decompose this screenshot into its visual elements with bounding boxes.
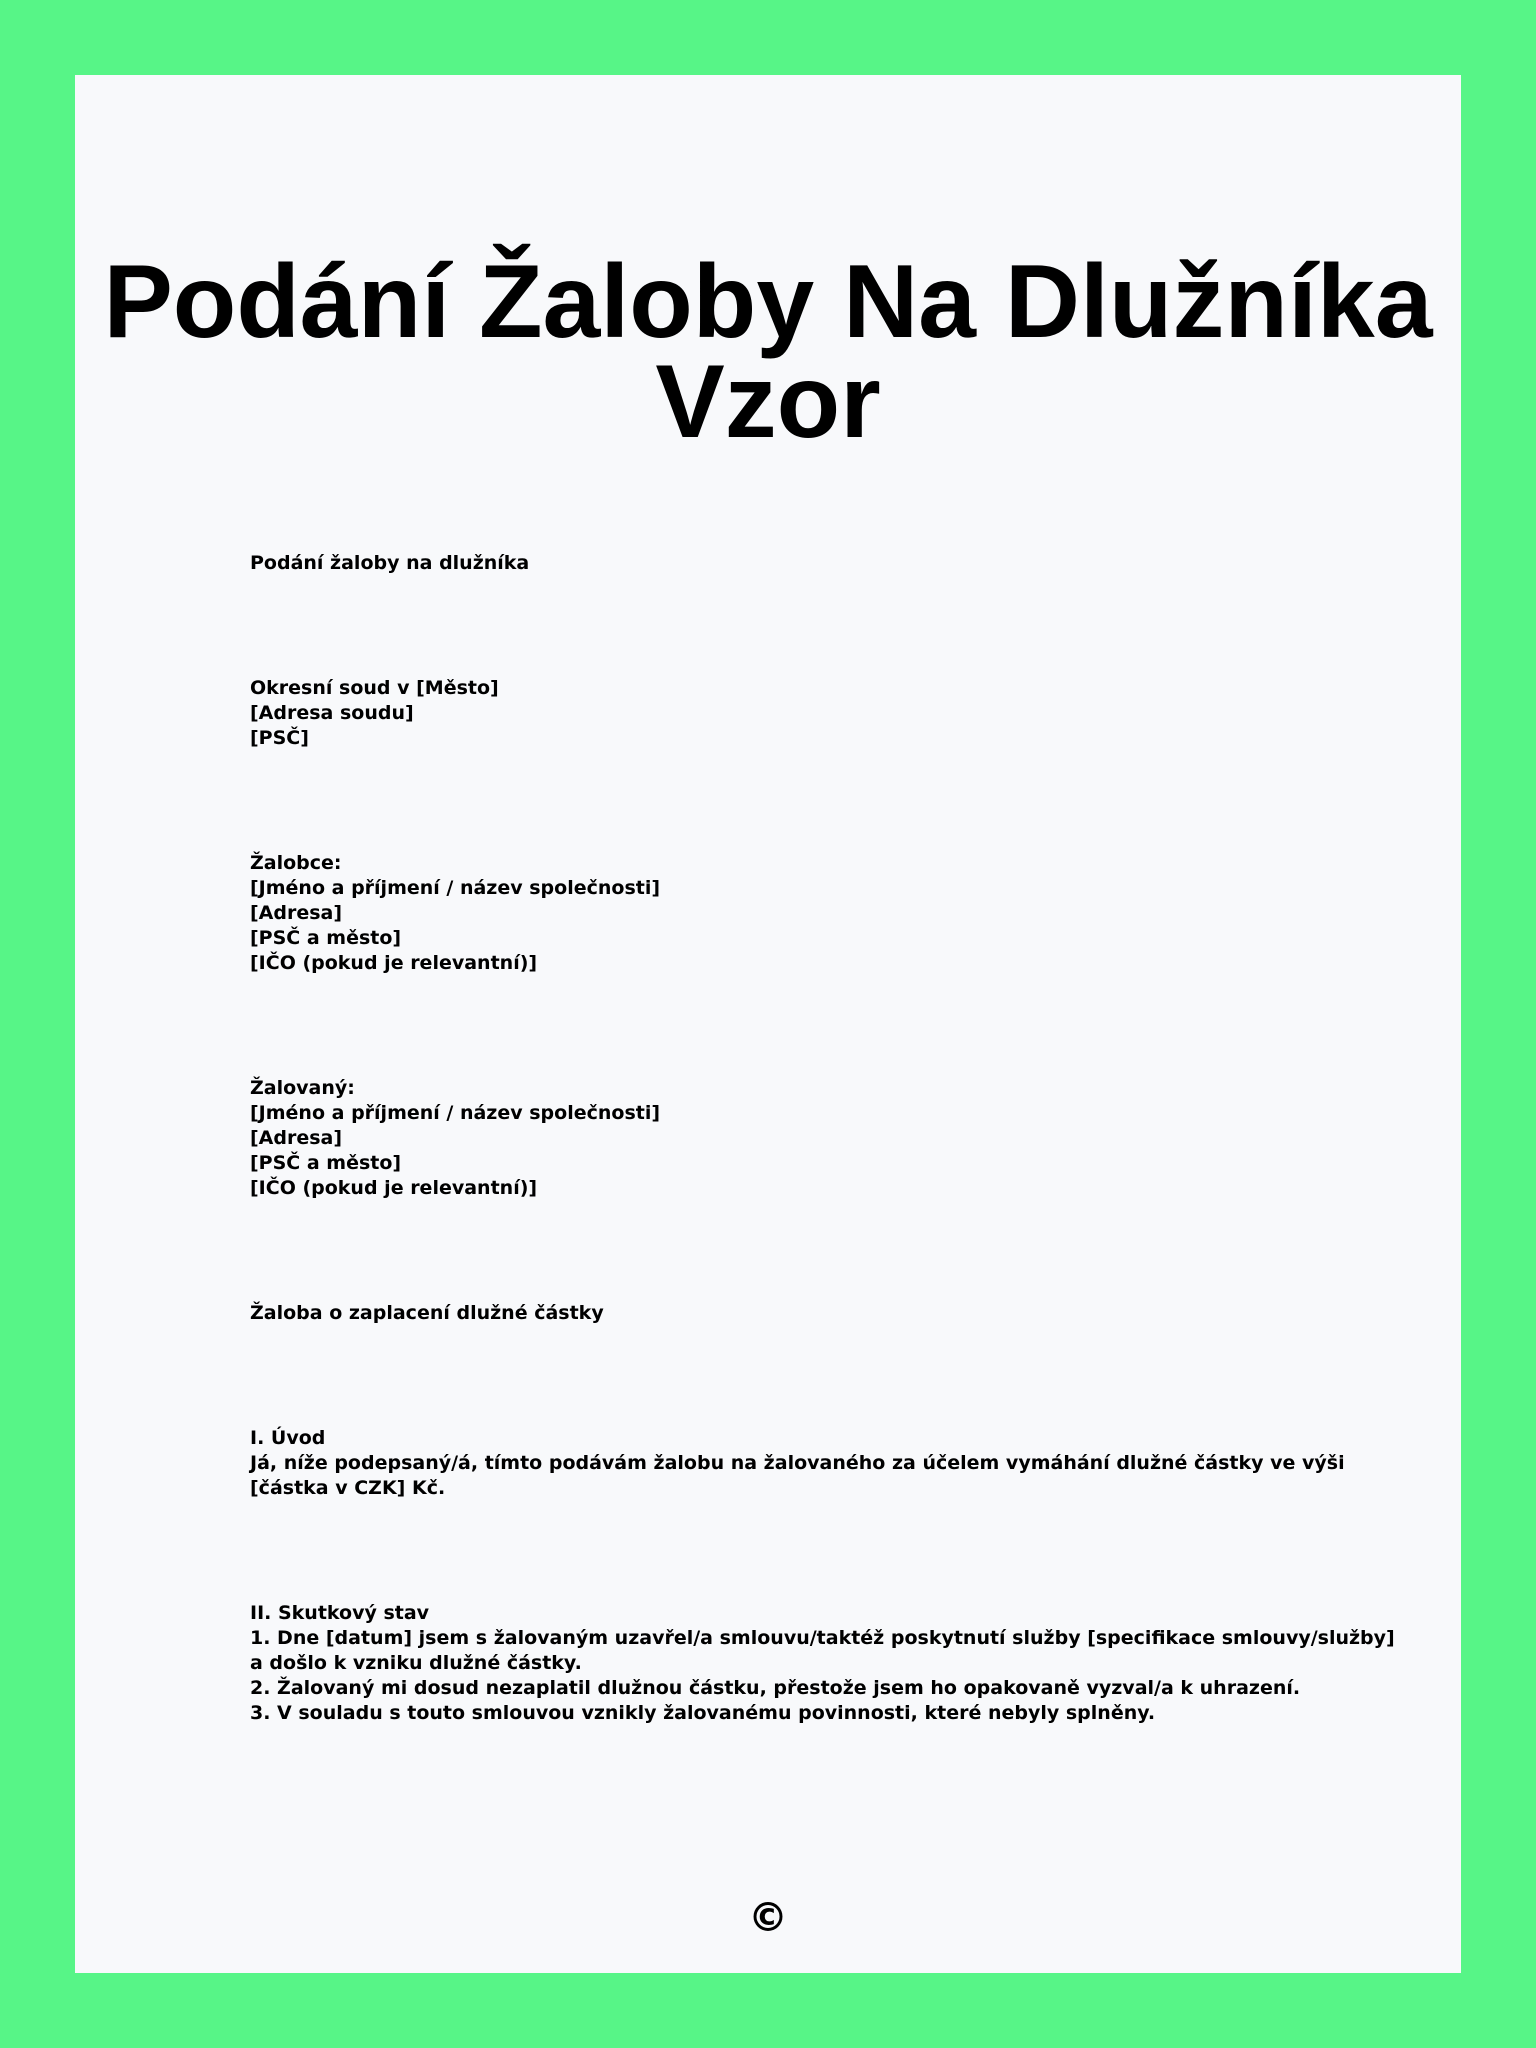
title-line-2: Vzor	[655, 344, 881, 460]
intro-heading: I. Úvod	[250, 1427, 326, 1449]
plaintiff-name: [Jméno a příjmení / název společnosti]	[250, 877, 661, 899]
defendant-ico: [IČO (pokud je relevantní)]	[250, 1177, 538, 1199]
defendant-label: Žalovaný:	[250, 1077, 355, 1099]
defendant-city: [PSČ a město]	[250, 1152, 402, 1174]
defendant-address: [Adresa]	[250, 1127, 343, 1149]
facts-item-2: 2. Žalovaný mi dosud nezaplatil dlužnou částku, přestože jsem ho opakovaně vyzval/a k uhrazení.	[250, 1677, 1301, 1699]
court-postcode: [PSČ]	[250, 727, 309, 749]
facts-item-1-line-1: 1. Dne [datum] jsem s žalovaným uzavřel/a smlouvu/taktéž poskytnutí služby [specifikace smlouvy/služby]	[250, 1627, 1395, 1649]
subject-section	[250, 1301, 1330, 1326]
defendant-section	[250, 1076, 1330, 1201]
defendant-name: [Jméno a příjmení / název společnosti]	[250, 1102, 661, 1124]
plaintiff-city: [PSČ a město]	[250, 927, 402, 949]
document-title	[75, 244, 1461, 460]
heading-section	[250, 551, 1330, 576]
plaintiff-label: Žalobce:	[250, 852, 342, 874]
lawsuit-subject: Žaloba o zaplacení dlužné částky	[250, 1302, 604, 1324]
intro-section	[250, 1426, 1345, 1501]
document-heading: Podání žaloby na dlužníka	[250, 552, 530, 574]
plaintiff-address: [Adresa]	[250, 902, 343, 924]
plaintiff-section	[250, 851, 1330, 976]
facts-section	[250, 1601, 1395, 1726]
title-line-1: Podání Žaloby Na Dlužníka	[103, 244, 1433, 360]
plaintiff-ico: [IČO (pokud je relevantní)]	[250, 952, 538, 974]
copyright-symbol: ©	[748, 1895, 788, 1941]
court-section	[250, 676, 1330, 751]
facts-item-1-line-2: a došlo k vzniku dlužné částky.	[250, 1652, 582, 1674]
intro-text-line-2: [částka v CZK] Kč.	[250, 1477, 446, 1499]
document-page	[75, 75, 1461, 1973]
court-address: [Adresa soudu]	[250, 702, 414, 724]
intro-text-line-1: Já, níže podepsaný/á, tímto podávám žalobu na žalovaného za účelem vymáhání dlužné částky ve výši	[250, 1452, 1345, 1474]
document-body	[250, 551, 1395, 1826]
court-name: Okresní soud v [Město]	[250, 677, 499, 699]
facts-item-3: 3. V souladu s touto smlouvou vznikly žalovanému povinnosti, které nebyly splněny.	[250, 1702, 1156, 1724]
facts-heading: II. Skutkový stav	[250, 1602, 430, 1624]
